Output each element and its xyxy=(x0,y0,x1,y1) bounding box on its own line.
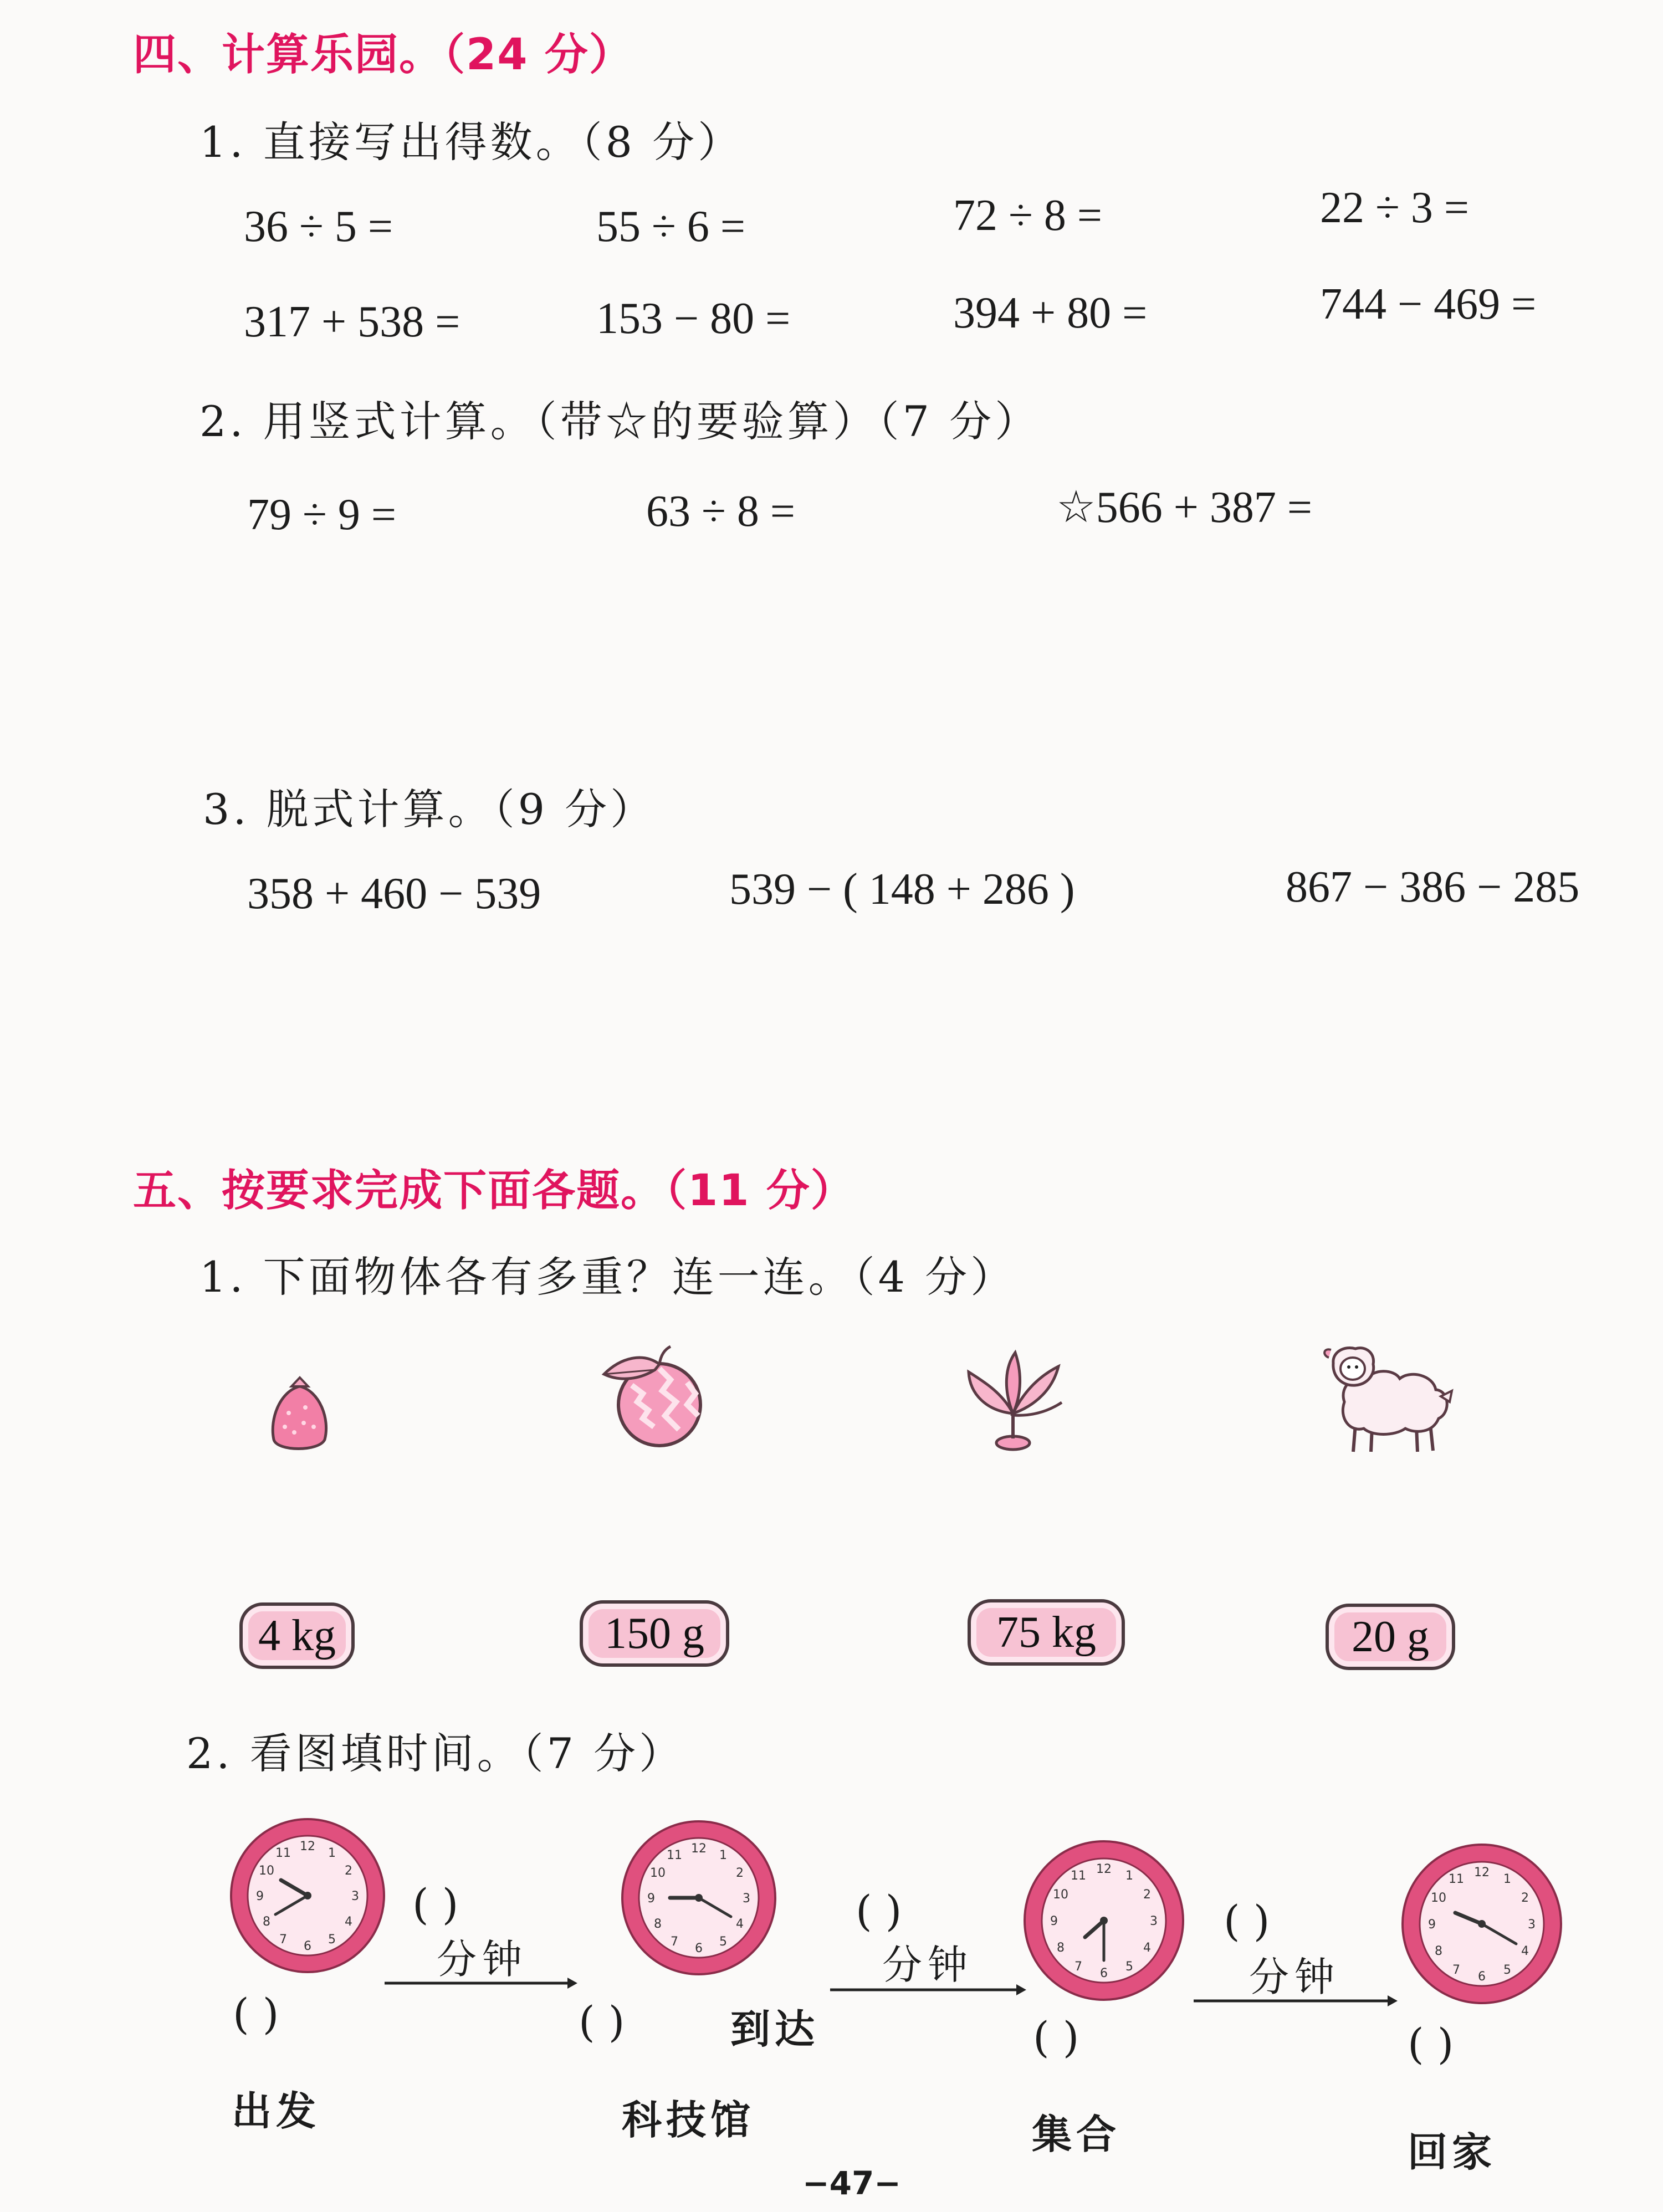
arrow-icon xyxy=(385,1975,579,1991)
page-number: −47− xyxy=(802,2164,901,2202)
svg-text:11: 11 xyxy=(1071,1869,1086,1883)
time-blank[interactable]: ( ) xyxy=(1033,2013,1079,2062)
weight-label: 75 kg xyxy=(996,1607,1096,1657)
interval-blank[interactable]: ( ) xyxy=(412,1880,459,1929)
q4-2-item: 63 ÷ 8 = xyxy=(646,487,796,536)
weight-label: 150 g xyxy=(605,1609,704,1658)
svg-text:9: 9 xyxy=(1050,1914,1058,1928)
place-label: 集合 xyxy=(1032,2111,1121,2158)
q4-1-item: 317 + 538 = xyxy=(244,298,460,346)
svg-text:2: 2 xyxy=(1143,1888,1151,1902)
svg-text:3: 3 xyxy=(743,1892,750,1906)
svg-text:5: 5 xyxy=(328,1933,336,1947)
svg-text:8: 8 xyxy=(1435,1944,1442,1958)
arrow-icon xyxy=(830,1981,1027,1998)
weight-tag[interactable] xyxy=(580,1600,729,1667)
time-blank[interactable]: ( ) xyxy=(233,1989,279,2039)
section-4-title: 四、计算乐园。（24 分） xyxy=(133,30,633,80)
q4-1-item: 36 ÷ 5 = xyxy=(244,202,393,251)
clock-icon xyxy=(1400,1842,1564,2006)
svg-text:4: 4 xyxy=(345,1915,352,1929)
q4-1-item: 394 + 80 = xyxy=(953,289,1148,337)
q4-2-title: 2. 用竖式计算。（带☆的要验算）（7 分） xyxy=(199,397,1041,446)
svg-text:12: 12 xyxy=(1096,1862,1112,1876)
arrow-icon xyxy=(1194,1993,1399,2009)
q4-1-item: 22 ÷ 3 = xyxy=(1320,183,1470,232)
weight-label: 20 g xyxy=(1352,1612,1429,1661)
strawberry-icon xyxy=(264,1374,336,1457)
q4-2-item: ☆566 + 387 = xyxy=(1056,483,1312,532)
svg-text:11: 11 xyxy=(1449,1872,1464,1886)
weight-label: 4 kg xyxy=(258,1611,336,1660)
svg-text:5: 5 xyxy=(1503,1963,1511,1977)
svg-text:4: 4 xyxy=(1143,1941,1151,1955)
svg-text:12: 12 xyxy=(1474,1866,1490,1880)
q4-3-item: 539 − ( 148 + 286 ) xyxy=(729,865,1075,914)
svg-text:8: 8 xyxy=(263,1915,270,1929)
time-blank[interactable]: ( ) xyxy=(1408,2019,1454,2068)
q4-1-item: 744 − 469 = xyxy=(1320,280,1537,329)
shuttlecock-icon xyxy=(964,1350,1064,1455)
q4-1-item: 153 − 80 = xyxy=(596,294,791,343)
q4-1-item: 55 ÷ 6 = xyxy=(596,202,746,251)
svg-text:12: 12 xyxy=(300,1840,315,1853)
svg-text:7: 7 xyxy=(671,1935,678,1949)
q4-3-item: 358 + 460 − 539 xyxy=(247,869,541,918)
minutes-label: 分钟 xyxy=(437,1936,528,1983)
q4-3-item: 867 − 386 − 285 xyxy=(1286,863,1580,912)
svg-text:1: 1 xyxy=(1125,1869,1133,1883)
svg-text:2: 2 xyxy=(1521,1891,1529,1905)
svg-text:9: 9 xyxy=(256,1890,264,1903)
svg-text:8: 8 xyxy=(1057,1941,1065,1955)
interval-blank[interactable]: ( ) xyxy=(856,1886,902,1936)
svg-text:6: 6 xyxy=(695,1942,703,1955)
svg-text:9: 9 xyxy=(1428,1918,1436,1932)
svg-text:5: 5 xyxy=(719,1935,727,1949)
q4-3-title: 3. 脱式计算。（9 分） xyxy=(203,785,656,834)
svg-text:8: 8 xyxy=(654,1917,662,1931)
minutes-label: 分钟 xyxy=(882,1942,974,1988)
section-5-title: 五、按要求完成下面各题。（11 分） xyxy=(133,1166,855,1216)
svg-text:6: 6 xyxy=(1478,1970,1486,1984)
watermelon-icon xyxy=(593,1341,720,1452)
place-label: 出发 xyxy=(232,2087,321,2134)
svg-text:4: 4 xyxy=(1521,1944,1529,1958)
q4-1-title: 1. 直接写出得数。（8 分） xyxy=(199,117,744,167)
clock-icon xyxy=(228,1816,387,1975)
svg-text:9: 9 xyxy=(647,1892,655,1906)
svg-text:5: 5 xyxy=(1125,1960,1133,1974)
svg-text:1: 1 xyxy=(719,1849,727,1862)
clock-icon xyxy=(1022,1839,1186,2003)
svg-text:7: 7 xyxy=(1074,1960,1082,1974)
svg-text:12: 12 xyxy=(691,1842,707,1856)
place-label: 科技馆 xyxy=(622,2096,755,2143)
svg-text:3: 3 xyxy=(351,1890,359,1903)
svg-text:3: 3 xyxy=(1528,1918,1536,1932)
q4-2-item: 79 ÷ 9 = xyxy=(247,490,397,539)
svg-text:7: 7 xyxy=(1452,1963,1460,1977)
svg-text:10: 10 xyxy=(1431,1891,1446,1905)
q5-2-title: 2. 看图填时间。（7 分） xyxy=(186,1729,685,1778)
svg-text:2: 2 xyxy=(736,1866,744,1880)
weight-tag[interactable] xyxy=(968,1599,1125,1666)
arrived-label: 到达 xyxy=(730,2005,820,2052)
svg-text:11: 11 xyxy=(667,1849,682,1862)
clock-icon xyxy=(620,1819,778,1977)
svg-text:10: 10 xyxy=(259,1864,274,1878)
time-blank[interactable]: ( ) xyxy=(579,1997,625,2046)
q5-1-title: 1. 下面物体各有多重？连一连。（4 分） xyxy=(199,1252,1016,1302)
svg-text:11: 11 xyxy=(275,1846,291,1860)
minutes-label: 分钟 xyxy=(1249,1954,1340,2000)
svg-text:1: 1 xyxy=(1503,1872,1511,1886)
svg-text:6: 6 xyxy=(304,1939,311,1953)
q4-1-item: 72 ÷ 8 = xyxy=(953,191,1103,240)
svg-text:2: 2 xyxy=(345,1864,352,1878)
sheep-icon xyxy=(1322,1341,1455,1457)
weight-tag[interactable] xyxy=(1326,1604,1455,1670)
weight-tag[interactable] xyxy=(239,1602,355,1669)
svg-text:10: 10 xyxy=(650,1866,666,1880)
svg-text:6: 6 xyxy=(1100,1967,1108,1980)
svg-text:7: 7 xyxy=(279,1933,287,1947)
svg-text:10: 10 xyxy=(1053,1888,1068,1902)
svg-text:4: 4 xyxy=(736,1917,744,1931)
svg-text:3: 3 xyxy=(1150,1914,1158,1928)
svg-text:1: 1 xyxy=(328,1846,336,1860)
place-label: 回家 xyxy=(1408,2128,1497,2175)
interval-blank[interactable]: ( ) xyxy=(1224,1896,1270,1945)
